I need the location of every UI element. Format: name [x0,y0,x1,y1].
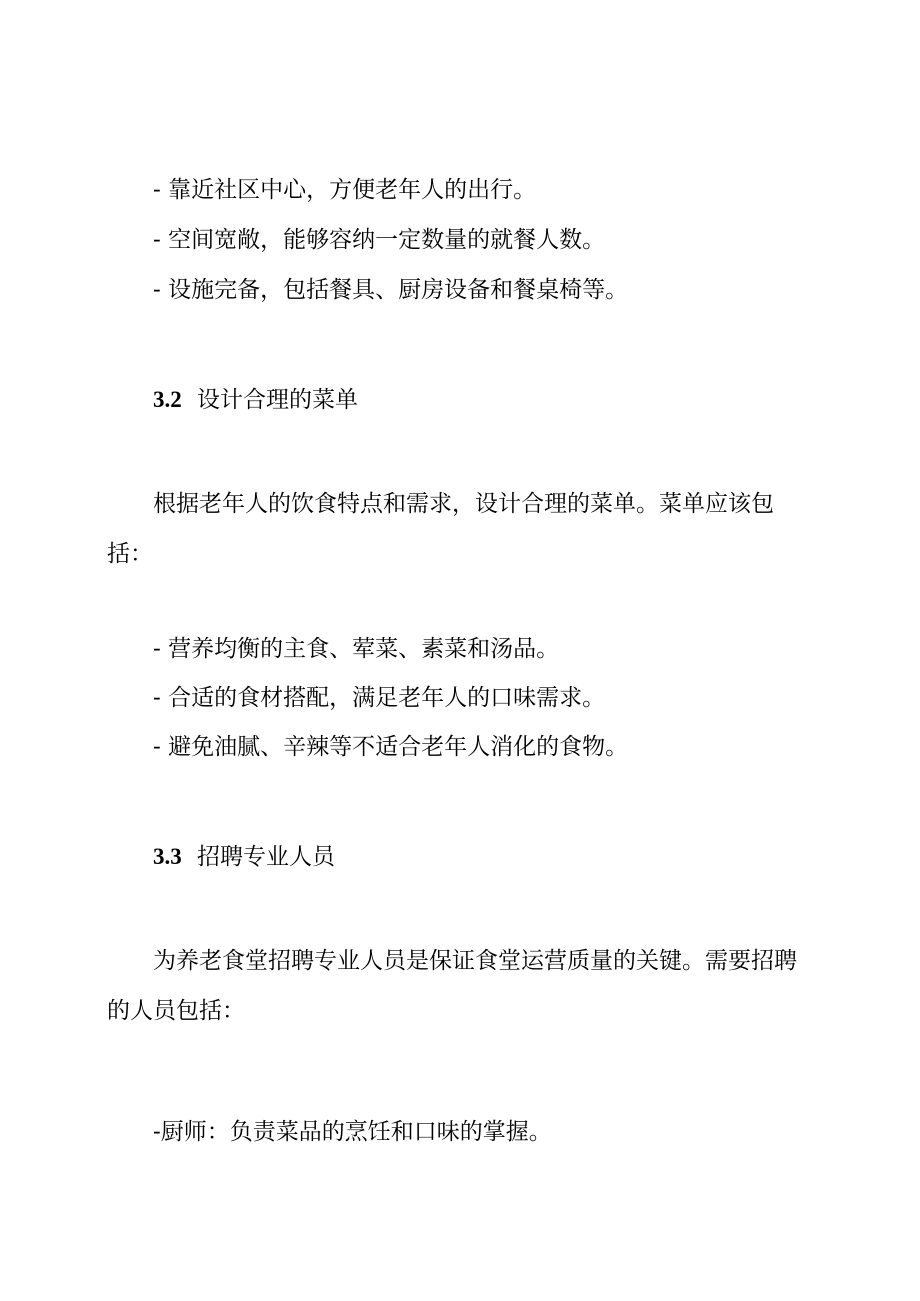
paragraph-line: 括： [107,541,153,567]
bullet-item: - 避免油腻、辛辣等不适合老年人消化的食物。 [153,734,629,760]
section-heading-3-2 [153,385,358,415]
bullet-item: - 营养均衡的主食、荤菜、素菜和汤品。 [153,636,560,662]
section-title: 设计合理的菜单 [197,387,358,413]
bullet-item: - 空间宽敞，能够容纳一定数量的就餐人数。 [153,227,606,253]
paragraph-line: 的人员包括： [107,998,245,1024]
section-number: 3.3 [153,844,182,869]
paragraph-line: 根据老年人的饮食特点和需求，设计合理的菜单。菜单应该包 [153,491,774,517]
bullet-item: - 合适的食材搭配，满足老年人的口味需求。 [153,685,606,711]
bullet-item: - 靠近社区中心，方便老年人的出行。 [153,177,537,203]
section-title: 招聘专业人员 [197,844,335,870]
paragraph-line: 为养老食堂招聘专业人员是保证食堂运营质量的关键。需要招聘 [153,948,797,974]
bullet-item: - 设施完备，包括餐具、厨房设备和餐桌椅等。 [153,277,629,303]
section-heading-3-3 [153,842,335,872]
bullet-item: -厨师：负责菜品的烹饪和口味的掌握。 [153,1119,552,1145]
section-number: 3.2 [153,387,182,412]
